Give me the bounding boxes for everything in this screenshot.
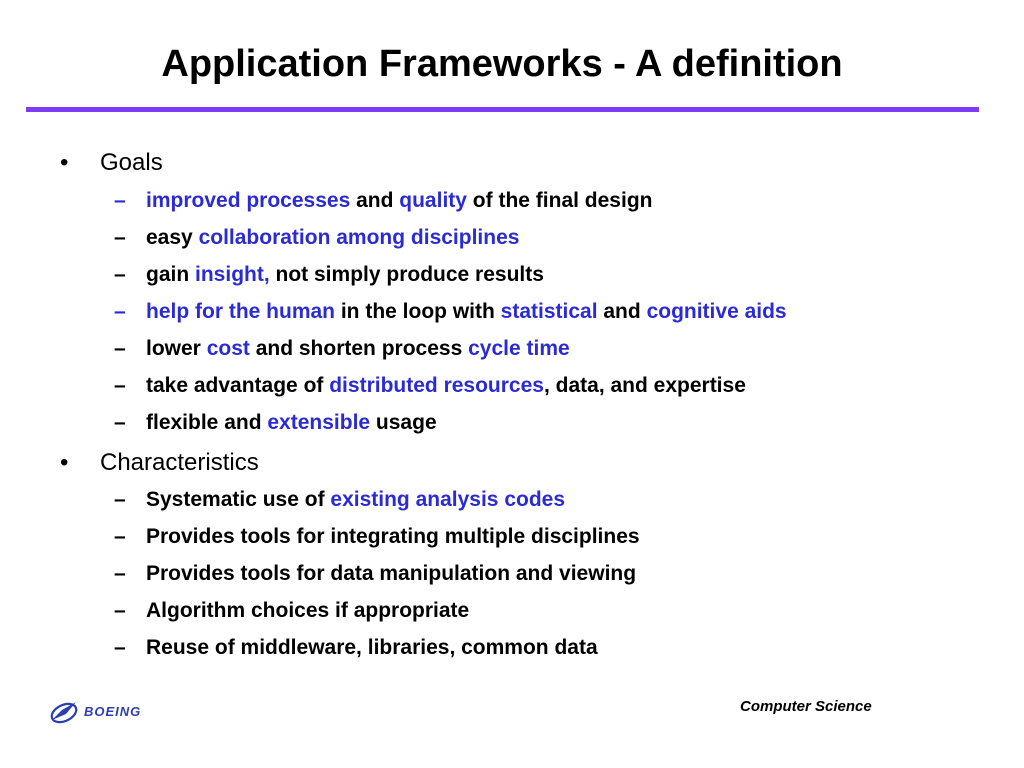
highlighted-text: quality <box>399 189 467 212</box>
dash-marker: – <box>114 337 126 360</box>
sub-bullet <box>114 298 787 326</box>
dash-marker: – <box>114 300 126 323</box>
boeing-wordmark: BOEING <box>84 704 142 719</box>
highlighted-text: cycle time <box>468 337 570 360</box>
sub-bullet-text: not simply produce results <box>269 263 544 286</box>
sub-bullet-text: Algorithm choices if appropriate <box>146 599 470 622</box>
dash-marker: – <box>114 599 126 622</box>
bullet-marker: • <box>60 449 69 476</box>
sub-bullet <box>114 634 598 662</box>
sub-bullet-text: and <box>597 300 647 323</box>
sub-bullet-text: Reuse of middleware, libraries, common data <box>146 636 598 659</box>
dash-marker: – <box>114 525 126 548</box>
sub-bullet <box>114 409 437 437</box>
bullet-goals-label: Goals <box>100 149 163 176</box>
sub-bullet-text: take advantage of <box>146 374 330 397</box>
highlighted-text: existing analysis codes <box>330 488 566 511</box>
dash-marker: – <box>114 226 126 249</box>
highlighted-text: distributed resources <box>329 374 544 397</box>
sub-bullet-text: easy <box>146 226 199 249</box>
sub-bullet <box>114 560 636 588</box>
bullet-characteristics-label: Characteristics <box>100 449 259 476</box>
sub-bullet-text: Provides tools for data manipulation and viewing <box>146 562 637 585</box>
sub-bullet <box>114 187 652 215</box>
highlighted-text: help for the human <box>146 300 335 323</box>
sub-bullet-text: in the loop with <box>335 300 501 323</box>
sub-bullet-text: and shorten process <box>249 337 469 360</box>
bullet-goals <box>60 148 163 178</box>
boeing-logo-icon <box>48 696 198 728</box>
dash-marker: – <box>114 411 126 434</box>
highlighted-text: insight, <box>195 263 270 286</box>
highlighted-text: extensible <box>267 411 371 434</box>
dash-marker: – <box>114 636 126 659</box>
dash-marker: – <box>114 263 126 286</box>
sub-bullet-text: usage <box>370 411 437 434</box>
sub-bullet-text: gain <box>146 263 196 286</box>
sub-bullet <box>114 261 544 289</box>
dash-marker: – <box>114 374 126 397</box>
highlighted-text: cost <box>206 337 250 360</box>
sub-bullet <box>114 224 519 252</box>
sub-bullet-text: , data, and expertise <box>543 374 746 397</box>
sub-bullet-text: Systematic use of <box>146 488 331 511</box>
sub-bullet <box>114 486 565 514</box>
sub-bullet-text: lower <box>146 337 207 360</box>
sub-bullet-text: and <box>350 189 400 212</box>
highlighted-text: collaboration among disciplines <box>198 226 520 249</box>
bullet-characteristics <box>60 448 259 478</box>
sub-bullet <box>114 523 640 551</box>
sub-bullet <box>114 597 469 625</box>
sub-bullet <box>114 335 570 363</box>
sub-bullet <box>114 372 746 400</box>
sub-bullet-text: Provides tools for integrating multiple disciplines <box>146 525 640 548</box>
bullet-marker: • <box>60 149 69 176</box>
slide-title: Application Frameworks - A definition <box>161 43 843 85</box>
highlighted-text: improved processes <box>146 189 351 212</box>
dash-marker: – <box>114 488 126 511</box>
sub-bullet-text: flexible and <box>146 411 268 434</box>
dash-marker: – <box>114 189 126 212</box>
highlighted-text: cognitive aids <box>646 300 787 323</box>
footer-label: Computer Science <box>740 698 872 715</box>
dash-marker: – <box>114 562 126 585</box>
sub-bullet-text: of the final design <box>466 189 653 212</box>
highlighted-text: statistical <box>500 300 598 323</box>
